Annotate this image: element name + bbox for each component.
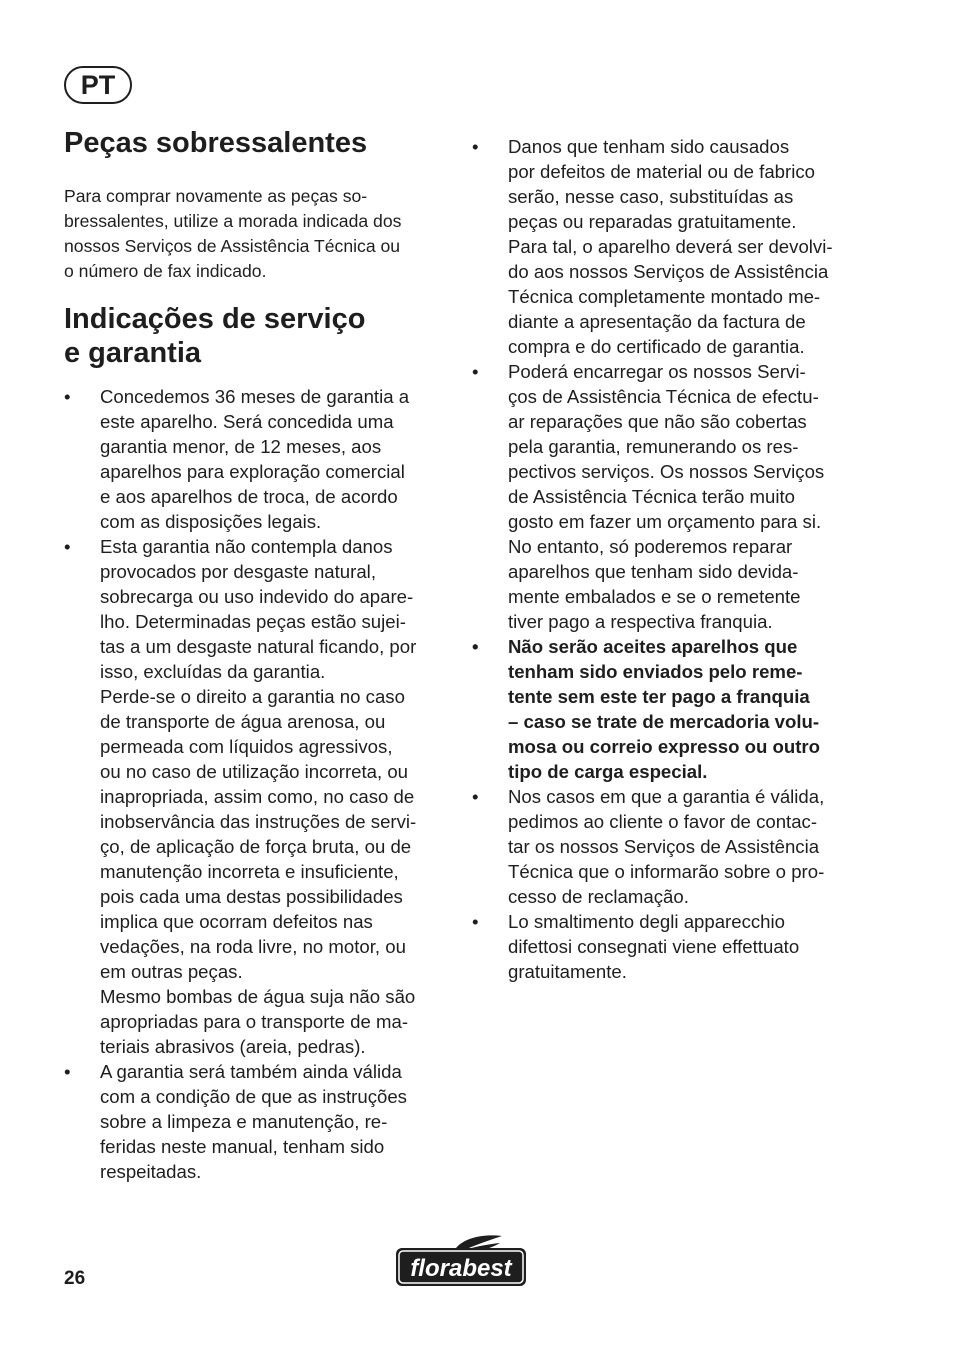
bullet-line: sobrecarga ou uso indevido do apare- (100, 586, 414, 607)
florabest-logo (392, 1234, 530, 1290)
bullet-marker: • (64, 536, 71, 557)
logo-wordmark: florabest (410, 1255, 512, 1282)
bullet-item (64, 1059, 416, 1184)
bullet-line: Técnica completamente montado me- (508, 286, 821, 307)
bullet-line: – caso se trate de mercadoria volu- (508, 711, 820, 732)
bullet-line: ços de Assistência Técnica de efectu- (508, 386, 819, 407)
bullet-line: No entanto, só poderemos reparar (508, 536, 793, 557)
bullet-line: serão, nesse caso, substituídas as (508, 186, 794, 207)
paragraph-line: bressalentes, utilize a morada indicada dos (64, 211, 402, 231)
service-warranty-heading (64, 302, 365, 370)
bullet-item (472, 784, 833, 909)
bullet-marker: • (472, 786, 479, 807)
paragraph-line: Para comprar novamente as peças so- (64, 186, 368, 206)
bullet-line: implica que ocorram defeitos nas (100, 911, 373, 932)
page-number: 26 (64, 1268, 86, 1289)
bullet-line: vedações, na roda livre, no motor, ou (100, 936, 406, 957)
bullet-marker: • (472, 911, 479, 932)
spare-parts-heading: Peças sobressalentes (64, 127, 368, 159)
bullet-line: lho. Determinadas peças estão sujei- (100, 611, 406, 632)
bullet-line: provocados por desgaste natural, (100, 561, 376, 582)
bullet-line: ou no caso de utilização incorreta, ou (100, 761, 409, 782)
bullet-line: Concedemos 36 meses de garantia a (100, 386, 410, 407)
bullet-line: isso, excluídas da garantia. (100, 661, 326, 682)
bullet-line: gratuitamente. (508, 961, 627, 982)
paragraph-line: o número de fax indicado. (64, 261, 267, 281)
bullet-line: Poderá encarregar os nossos Servi- (508, 361, 806, 382)
bullet-line: ço, de aplicação de força bruta, ou de (100, 836, 412, 857)
bullet-line: com a condição de que as instruções (100, 1086, 407, 1107)
bullet-line: Nos casos em que a garantia é válida, (508, 786, 825, 807)
bullet-line: Esta garantia não contempla danos (100, 536, 393, 557)
bullet-marker: • (472, 361, 479, 382)
bullet-marker: • (472, 136, 479, 157)
bullet-marker: • (64, 1061, 71, 1082)
spare-parts-paragraph (64, 184, 456, 284)
bullet-line: pectivos serviços. Os nossos Serviços (508, 461, 825, 482)
bullet-item (64, 384, 416, 534)
bullet-line: diante a apresentação da factura de (508, 311, 806, 332)
bullet-line: tas a um desgaste natural ficando, por (100, 636, 417, 657)
bullet-line: tente sem este ter pago a franquia (508, 686, 810, 707)
bullet-line: compra e do certificado de garantia. (508, 336, 805, 357)
heading-line: Indicações de serviço (64, 303, 366, 335)
bullet-line: Para tal, o aparelho deverá ser devolvi- (508, 236, 833, 257)
bullet-line: ar reparações que não são cobertas (508, 411, 807, 432)
bullet-line: respeitadas. (100, 1161, 202, 1182)
heading-line: e garantia (64, 337, 201, 369)
bullet-line: cesso de reclamação. (508, 886, 689, 907)
bullet-line: em outras peças. (100, 961, 243, 982)
bullet-line: Mesmo bombas de água suja não são (100, 986, 416, 1007)
bullet-line: aparelhos que tenham sido devida- (508, 561, 799, 582)
bullet-line: tiver pago a respectiva franquia. (508, 611, 773, 632)
bullet-line: pela garantia, remunerando os res- (508, 436, 799, 457)
bullet-line: e aos aparelhos de troca, de acordo (100, 486, 398, 507)
bullet-line: peças ou reparadas gratuitamente. (508, 211, 797, 232)
bullet-line: tenham sido enviados pelo reme- (508, 661, 803, 682)
bullet-item (472, 634, 833, 784)
bullet-line: manutenção incorreta e insuficiente, (100, 861, 399, 882)
bullet-line: de Assistência Técnica terão muito (508, 486, 795, 507)
bullet-line: do aos nossos Serviços de Assistência (508, 261, 829, 282)
bullet-item (472, 909, 833, 984)
bullet-line: Não serão aceites aparelhos que (508, 636, 798, 657)
bullet-item (472, 359, 833, 634)
bullet-item (64, 534, 416, 1059)
bullet-line: pedimos ao cliente o favor de contac- (508, 811, 818, 832)
bullet-line: A garantia será também ainda válida (100, 1061, 402, 1082)
bullet-line: feridas neste manual, tenham sido (100, 1136, 385, 1157)
bullet-line: tipo de carga especial. (508, 761, 708, 782)
bullet-line: pois cada uma destas possibilidades (100, 886, 403, 907)
bullet-item (472, 134, 833, 359)
bullet-marker: • (472, 636, 479, 657)
bullet-line: Lo smaltimento degli apparecchio (508, 911, 785, 932)
bullet-marker: • (64, 386, 71, 407)
bullet-line: tar os nossos Serviços de Assistência (508, 836, 820, 857)
bullet-line: mente embalados e se o remetente (508, 586, 801, 607)
bullet-line: gosto em fazer um orçamento para si. (508, 511, 822, 532)
language-badge: PT (64, 66, 132, 104)
bullet-line: Perde-se o direito a garantia no caso (100, 686, 405, 707)
bullet-line: inobservância das instruções de servi- (100, 811, 417, 832)
bullet-line: permeada com líquidos agressivos, (100, 736, 393, 757)
warranty-list-right (472, 134, 833, 984)
bullet-line: este aparelho. Será concedida uma (100, 411, 394, 432)
bullet-line: por defeitos de material ou de fabrico (508, 161, 815, 182)
bullet-line: inapropriada, assim como, no caso de (100, 786, 415, 807)
bullet-line: difettosi consegnati viene effettuato (508, 936, 800, 957)
bullet-line: sobre a limpeza e manutenção, re- (100, 1111, 388, 1132)
bullet-line: com as disposições legais. (100, 511, 322, 532)
bullet-line: mosa ou correio expresso ou outro (508, 736, 821, 757)
bullet-line: garantia menor, de 12 meses, aos (100, 436, 382, 457)
paragraph-line: nossos Serviços de Assistência Técnica ou (64, 236, 401, 256)
bullet-line: Técnica que o informarão sobre o pro- (508, 861, 825, 882)
warranty-list-left (64, 384, 416, 1184)
bullet-line: de transporte de água arenosa, ou (100, 711, 386, 732)
bullet-line: Danos que tenham sido causados (508, 136, 790, 157)
bullet-line: apropriadas para o transporte de ma- (100, 1011, 409, 1032)
bullet-line: teriais abrasivos (areia, pedras). (100, 1036, 366, 1057)
bullet-line: aparelhos para exploração comercial (100, 461, 405, 482)
